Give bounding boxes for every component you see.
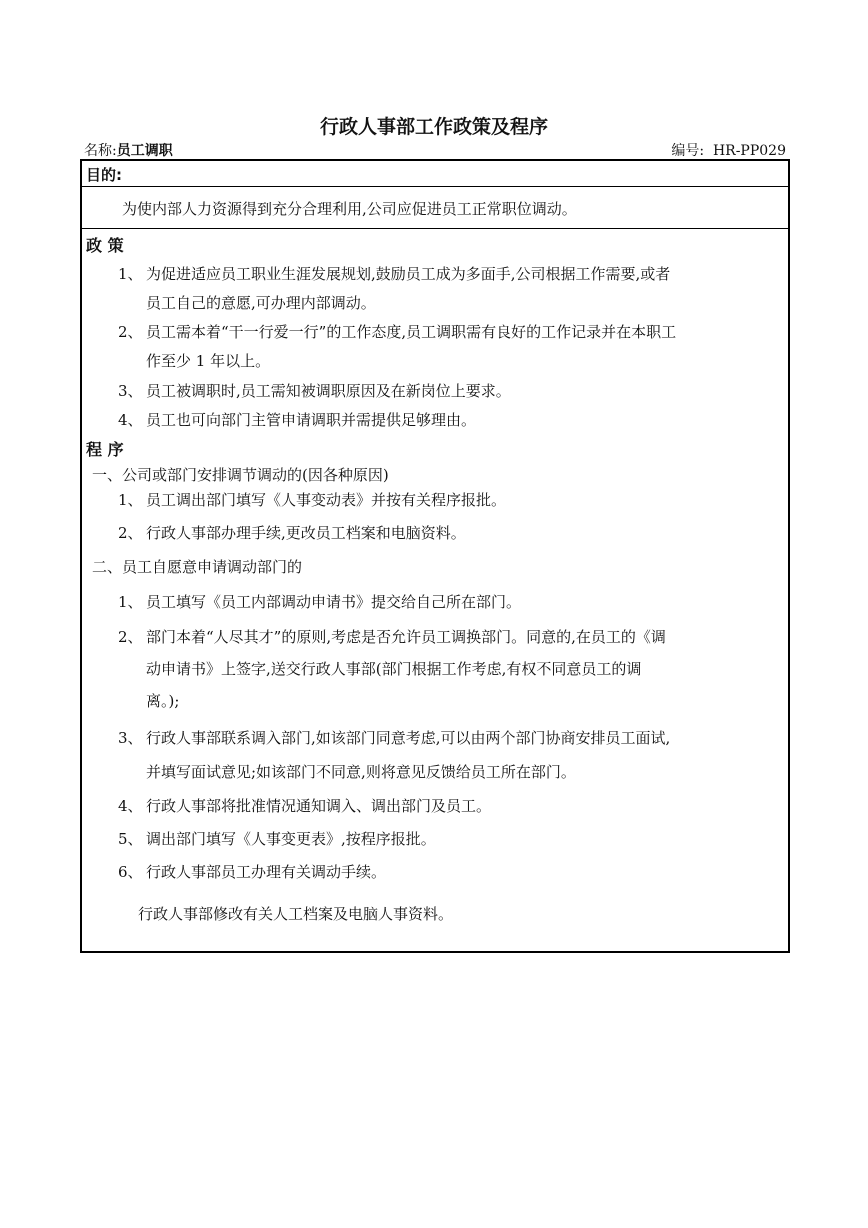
policy-item-text: 员工被调职时,员工需知被调职原因及在新岗位上要求。 bbox=[146, 382, 511, 400]
procedure-item-number: 1、 bbox=[118, 491, 143, 509]
procedure-item-text: 行政人事部办理手续,更改员工档案和电脑资料。 bbox=[146, 524, 466, 542]
policy-item-text: 员工需本着“干一行爱一行”的工作态度,员工调职需有良好的工作记录并在本职工 bbox=[146, 323, 677, 341]
procedure-closing-note: 行政人事部修改有关人工档案及电脑人事资料。 bbox=[138, 905, 454, 923]
purpose-text-row bbox=[82, 186, 788, 229]
procedure-item-text: 员工调出部门填写《人事变动表》并按有关程序报批。 bbox=[146, 491, 507, 509]
policy-item-number: 2、 bbox=[118, 323, 143, 341]
procedure-item-number: 2、 bbox=[118, 628, 143, 646]
procedure-section-title: 一、公司或部门安排调节调动的(因各种原因) bbox=[92, 466, 389, 484]
procedure-item-text: 动申请书》上签字,送交行政人事部(部门根据工作考虑,有权不同意员工的调 bbox=[146, 660, 642, 678]
policy-heading: 政 策 bbox=[86, 236, 124, 255]
procedure-item-text: 员工填写《员工内部调动申请书》提交给自己所在部门。 bbox=[146, 593, 522, 611]
policy-item-text: 作至少 1 年以上。 bbox=[146, 352, 271, 370]
procedure-item-number: 3、 bbox=[118, 729, 143, 747]
procedure-item-number: 6、 bbox=[118, 863, 143, 881]
procedure-item-text: 离。); bbox=[146, 692, 180, 710]
document-meta-row bbox=[84, 140, 788, 160]
name-value: 员工调职 bbox=[116, 143, 173, 159]
procedure-heading: 程 序 bbox=[86, 440, 124, 459]
purpose-text: 为使内部人力资源得到充分合理利用,公司应促进员工正常职位调动。 bbox=[122, 200, 577, 218]
procedure-item-text: 并填写面试意见;如该部门不同意,则将意见反馈给员工所在部门。 bbox=[146, 763, 576, 781]
policy-item-text: 为促进适应员工职业生涯发展规划,鼓励员工成为多面手,公司根据工作需要,或者 bbox=[146, 265, 671, 283]
procedure-item-text: 调出部门填写《人事变更表》,按程序报批。 bbox=[146, 830, 436, 848]
purpose-heading: 目的: bbox=[86, 166, 122, 184]
code-label: 编号: bbox=[671, 143, 705, 159]
code-field bbox=[671, 140, 786, 160]
policy-item-number: 3、 bbox=[118, 382, 143, 400]
policy-item-number: 4、 bbox=[118, 411, 143, 429]
document-title: 行政人事部工作政策及程序 bbox=[319, 116, 548, 138]
document-body-box bbox=[80, 159, 790, 953]
name-label: 名称: bbox=[84, 143, 117, 159]
procedure-item-text: 行政人事部联系调入部门,如该部门同意考虑,可以由两个部门协商安排员工面试, bbox=[146, 729, 671, 747]
procedure-item-text: 行政人事部将批准情况通知调入、调出部门及员工。 bbox=[146, 797, 492, 815]
code-value: HR-PP029 bbox=[712, 143, 786, 159]
policy-item-text: 员工也可向部门主管申请调职并需提供足够理由。 bbox=[146, 411, 477, 429]
procedure-item-number: 4、 bbox=[118, 797, 143, 815]
procedure-item-text: 行政人事部员工办理有关调动手续。 bbox=[146, 863, 387, 881]
procedure-item-number: 1、 bbox=[118, 593, 143, 611]
name-field bbox=[84, 140, 173, 160]
purpose-heading-row bbox=[82, 161, 788, 187]
procedure-item-number: 5、 bbox=[118, 830, 143, 848]
procedure-section-title: 二、员工自愿意申请调动部门的 bbox=[92, 558, 303, 576]
policy-item-number: 1、 bbox=[118, 265, 143, 283]
procedure-item-number: 2、 bbox=[118, 524, 143, 542]
policy-item-text: 员工自己的意愿,可办理内部调动。 bbox=[146, 294, 376, 312]
procedure-item-text: 部门本着“人尽其才”的原则,考虑是否允许员工调换部门。同意的,在员工的《调 bbox=[146, 628, 666, 646]
